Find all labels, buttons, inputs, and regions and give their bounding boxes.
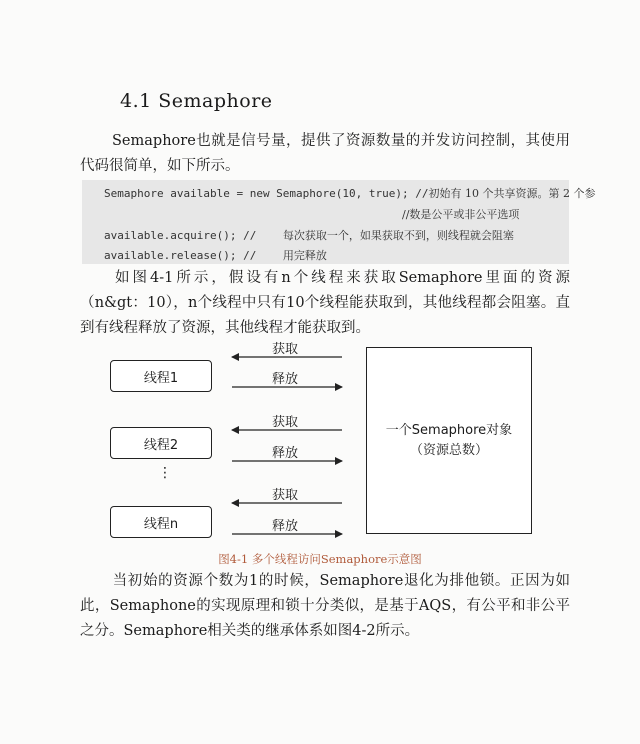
code-line-1-code: Semaphore available = new Semaphore(10, true); //: [104, 187, 429, 200]
acquire-label-1: 获取: [271, 342, 298, 357]
acquire-label-n: 获取: [271, 488, 298, 503]
paragraph-figure-ref-text: 如图4-1所示，假设有n个线程来获取Semaphore里面的资源（n&gt：10），n个线程中只有10个线程能获取到，其他线程都会阻塞。直到有线程释放了资源，其他线程才能获取到。: [80, 270, 570, 336]
ellipsis-dots: ⋮: [158, 465, 172, 481]
code-line-2-comment: //数是公平或非公平选项: [402, 208, 520, 221]
thread-box-n: 线程n: [110, 506, 212, 538]
code-line-4: [104, 247, 327, 263]
code-line-3-code: available.acquire(); //: [104, 229, 257, 242]
paragraph-exclusive-lock-text: 当初始的资源个数为1的时候，Semaphore退化为排他锁。正因为如此，Semaphone的实现原理和锁十分类似，是基于AQS，有公平和非公平之分。Semaphore相关类的继承体系如图4-2所示。: [80, 573, 570, 639]
release-label-2: 释放: [271, 446, 298, 461]
semaphore-object-label: 一个Semaphore对象: [385, 422, 513, 438]
code-line-1-comment: 初始有 10 个共享资源。第 2 个参: [428, 187, 596, 200]
code-block: [82, 180, 596, 264]
section-title: 4.1 Semaphore: [120, 90, 273, 112]
code-line-2: [402, 206, 519, 222]
code-line-4-comment: 用完释放: [282, 249, 327, 262]
thread-box-1: 线程1: [110, 360, 212, 392]
thread-box-2: 线程2: [110, 427, 212, 459]
diagram-arrows: [0, 330, 640, 560]
semaphore-resource-label: （资源总数）: [409, 442, 488, 458]
paragraph-intro: [80, 129, 570, 179]
semaphore-diagram: [0, 330, 640, 560]
paragraph-exclusive-lock: [80, 569, 570, 644]
code-line-1: [104, 185, 596, 201]
code-line-3: [104, 227, 514, 243]
acquire-label-2: 获取: [271, 415, 298, 430]
semaphore-object-box: [366, 347, 532, 534]
code-line-3-comment: 每次获取一个，如果获取不到，则线程就会阻塞: [282, 229, 514, 242]
release-label-1: 释放: [271, 372, 298, 387]
figure-caption: 图4-1 多个线程访问Semaphore示意图: [218, 552, 422, 566]
code-line-4-code: available.release(); //: [104, 249, 257, 262]
paragraph-intro-text: Semaphore也就是信号量，提供了资源数量的并发访问控制，其使用代码很简单，如下所示。: [80, 133, 570, 174]
release-label-n: 释放: [271, 519, 298, 534]
